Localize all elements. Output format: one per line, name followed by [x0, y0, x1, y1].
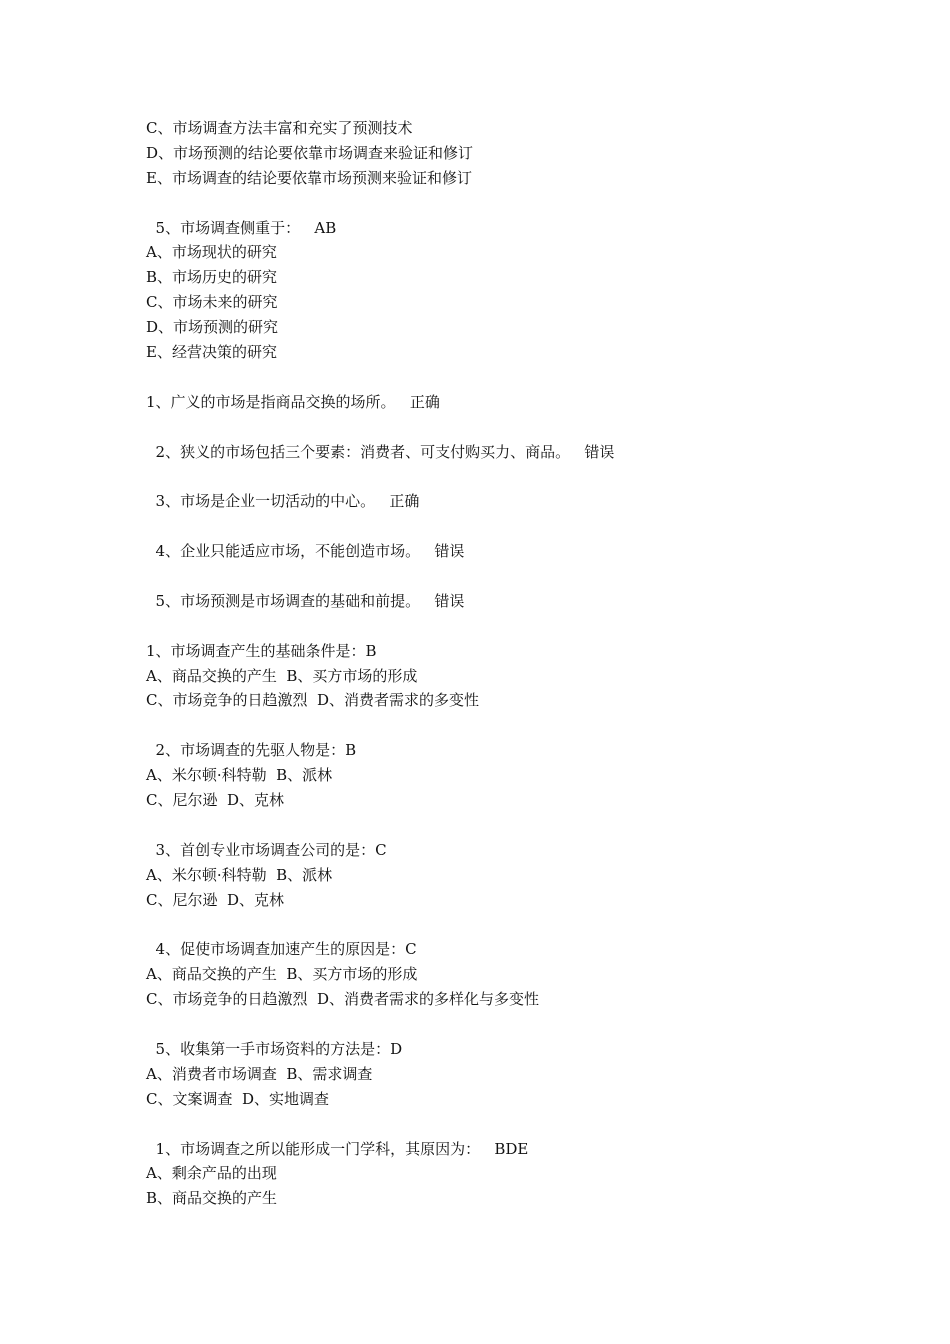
blank-line	[146, 191, 846, 216]
blank-line	[146, 415, 846, 440]
question-heading: 5、市场调查侧重于： AB	[146, 218, 337, 237]
option-line: C、尼尔逊 D、克林	[146, 791, 285, 810]
option-line: D、市场预测的研究	[146, 318, 279, 337]
option-line: B、商品交换的产生	[146, 1189, 278, 1208]
option-line: A、米尔顿·科特勒 B、派林	[146, 766, 333, 785]
question-heading: 1、市场调查产生的基础条件是：B	[146, 641, 377, 660]
blank-line	[146, 713, 846, 738]
option-line: E、经营决策的研究	[146, 343, 277, 362]
blank-line	[146, 365, 846, 390]
blank-line	[146, 614, 846, 639]
text-line: C、市场调查方法丰富和充实了预测技术	[146, 119, 413, 137]
question-heading: 2、市场调查的先驱人物是：B	[146, 741, 357, 760]
option-line: A、剩余产品的出现	[146, 1164, 277, 1183]
option-line: A、米尔顿·科特勒 B、派林	[146, 865, 333, 884]
option-line: A、商品交换的产生 B、买方市场的形成	[146, 666, 418, 685]
question-heading: 1、市场调查之所以能形成一门学科，其原因为： BDE	[146, 1139, 529, 1158]
option-line: C、市场竞争的日趋激烈 D、消费者需求的多样化与多变性	[146, 990, 540, 1009]
blank-line	[146, 1012, 846, 1037]
option-line: B、市场历史的研究	[146, 268, 278, 287]
document-body	[146, 116, 846, 1211]
blank-line	[146, 913, 846, 938]
true-false-item: 3、市场是企业一切活动的中心。 正确	[146, 492, 420, 511]
option-line: A、消费者市场调查 B、需求调查	[146, 1064, 373, 1083]
option-line: A、商品交换的产生 B、买方市场的形成	[146, 965, 418, 984]
option-line: A、市场现状的研究	[146, 243, 277, 262]
question-heading: 5、收集第一手市场资料的方法是：D	[146, 1039, 403, 1058]
question-heading: 3、首创专业市场调查公司的是：C	[146, 840, 387, 859]
blank-line	[146, 514, 846, 539]
option-line: C、文案调查 D、实地调查	[146, 1089, 330, 1108]
true-false-item: 2、狭义的市场包括三个要素：消费者、可支付购买力、商品。 错误	[146, 442, 615, 461]
option-line: C、尼尔逊 D、克林	[146, 890, 285, 909]
blank-line	[146, 813, 846, 838]
question-heading: 4、促使市场调查加速产生的原因是：C	[146, 940, 417, 959]
option-line: C、市场未来的研究	[146, 293, 278, 312]
text-line: D、市场预测的结论要依靠市场调查来验证和修订	[146, 143, 474, 162]
true-false-item: 4、企业只能适应市场，不能创造市场。 错误	[146, 542, 465, 561]
true-false-item: 1、广义的市场是指商品交换的场所。 正确	[146, 392, 440, 411]
blank-line	[146, 1112, 846, 1137]
text-line: E、市场调查的结论要依靠市场预测来验证和修订	[146, 168, 472, 187]
true-false-item: 5、市场预测是市场调查的基础和前提。 错误	[146, 591, 465, 610]
option-line: C、市场竞争的日趋激烈 D、消费者需求的多变性	[146, 691, 480, 710]
blank-line	[146, 464, 846, 489]
blank-line	[146, 564, 846, 589]
